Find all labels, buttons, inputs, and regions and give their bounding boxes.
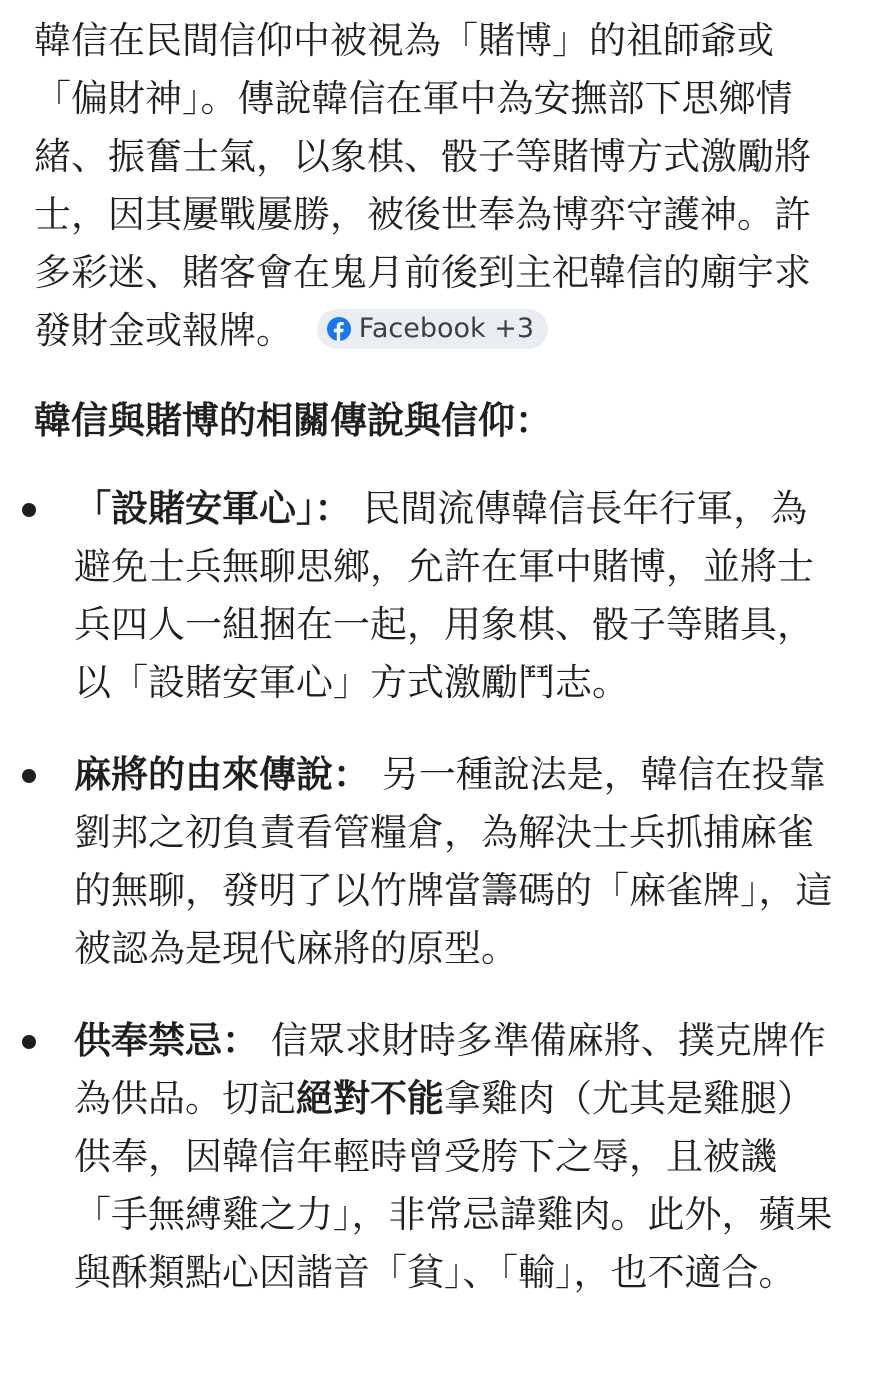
item-body-end: 拿雞肉（尤其是雞腿）供奉，因韓信年輕時曾受胯下之辱，且被譏「手無縛雞之力」，非常忌諱雞肉。此外，蘋果與酥類點心因諧音「貧」、「輸」，也不適合。 bbox=[74, 1077, 833, 1294]
bullet-icon bbox=[22, 1035, 36, 1049]
answer-content bbox=[34, 12, 844, 1336]
list-item bbox=[34, 1012, 844, 1302]
item-title: 供奉禁忌： bbox=[74, 1019, 259, 1062]
item-body: 另一種說法是，韓信在投靠劉邦之初負責看管糧倉，為解決士兵抓捕麻雀的無聊，發明了以竹牌當籌碼的「麻雀牌」，這被認為是現代麻將的原型。 bbox=[74, 753, 833, 970]
bullet-icon bbox=[22, 769, 36, 783]
item-title: 「設賭安軍心」： bbox=[74, 487, 352, 530]
bullet-icon bbox=[22, 503, 36, 517]
legend-list bbox=[34, 480, 844, 1302]
list-item bbox=[34, 480, 844, 712]
item-title: 麻將的由來傳說： bbox=[74, 753, 370, 796]
facebook-icon bbox=[327, 317, 351, 341]
item-body: 民間流傳韓信長年行軍，為避免士兵無聊思鄉，允許在軍中賭博，並將士兵四人一組捆在一起，用象棋、骰子等賭具，以「設賭安軍心」方式激勵鬥志。 bbox=[74, 487, 814, 704]
intro-text: 韓信在民間信仰中被視為「賭博」的祖師爺或「偏財神」。傳說韓信在軍中為安撫部下思鄉情緒、振奮士氣，以象棋、骰子等賭博方式激勵將士，因其屢戰屢勝，被後世奉為博弈守護神。許多彩迷、賭客會在鬼月前後到主祀韓信的廟宇求發財金或報牌。 bbox=[34, 19, 811, 352]
item-emphasis: 絕對不能 bbox=[296, 1077, 444, 1120]
facebook-source-chip[interactable] bbox=[317, 309, 548, 349]
item-body-start: 信眾求財時多準備麻將、撲克牌作為供品。切記 bbox=[74, 1019, 826, 1120]
section-heading: 韓信與賭博的相關傳說與信仰： bbox=[34, 399, 552, 442]
intro-paragraph bbox=[34, 12, 844, 360]
list-item bbox=[34, 746, 844, 978]
source-chip-label: Facebook +3 bbox=[358, 312, 535, 344]
